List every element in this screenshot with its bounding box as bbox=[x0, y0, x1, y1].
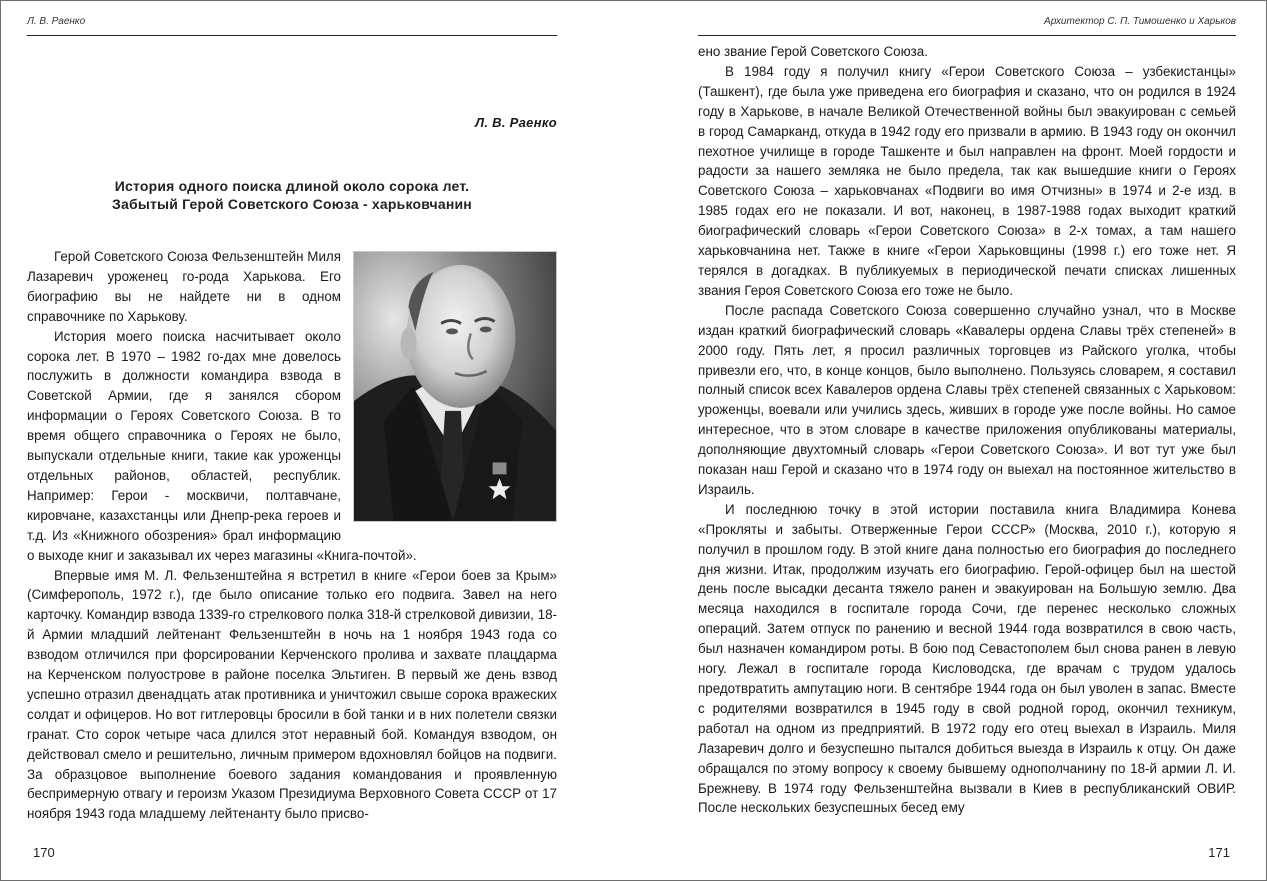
left-paragraph-2: История моего поиска насчитывает около сорока лет. В 1970 – 1982 го-дах мне довелось послужить в должности командира взвода в Советской Армии, где я занялся сбором информации о Героях Советского Союза. В то время общего справочника о Героях не было, выпускали отдельные книги, такие как уроженцы отдельных районов, областей, республик. Например: Герои - москвичи, полтавчане, кировчане, казахстанцы или Днепр-река героев и т.д. Из «Книжного обозрения» брал информацию о выходе книг и заказывал их через магазины «Книга-почтой». bbox=[27, 328, 417, 563]
left-page-body bbox=[27, 247, 557, 824]
running-head-left: Л. В. Раенко bbox=[27, 16, 86, 27]
right-paragraph-1: В 1984 году я получил книгу «Герои Советского Союза – узбекистанцы» (Ташкент), где была уже приведена его биография и сказано, что он родился в 1924 году в Харькове, в начале Великой Отечественной войны был эвакуирован с семьей в город Самарканд, откуда в 1942 году его призвали в армию. В 1943 году он окончил пехотное училище в городе Ташкенте и был направлен на фронт. Моей гордости и радости за нашего земляка не было предела, так как вышедшие книги о Героях Советского Союза – харьковчанах «Подвиги во имя Отчизны» в 1974 и 2-е изд. в 1985 годах его не показали. И вот, наконец, в 1987-1988 годах выходит краткий биографический словарь «Герои Советского Союза» в 2-х томах, а там нашего харьковчанина нет. Также в книге «Герои Харьковщины (1998 г.) его тоже нет. Я терялся в догадках. В публикуемых в периодической печати списках лишенных звания Героя Советского Союза его тоже не было. bbox=[698, 63, 1236, 298]
portrait-photo bbox=[353, 251, 557, 522]
header-rule-right bbox=[698, 35, 1236, 36]
article-title bbox=[27, 177, 557, 213]
right-paragraph-2: После распада Советского Союза совершенно случайно узнал, что в Москве издан краткий биографический словарь «Кавалеры ордена Славы трёх степеней» в 2000 году. Пять лет, я просил различных торговцев из Райского уголка, чтобы привезли его, что, в конце концов, было выполнено. Пользуясь словарем, я составил полный список всех Кавалеров ордена Славы трёх степеней связанных с Харьковом: уроженцы, воевали или учились здесь, живших в городе уже после войны. Но самое интересное, что в этом словаре в качестве приложения опубликованы материалы, дополняющие двухтомный словарь «Герои Советского Союза». И вот тут уже был показан наш Герой и сказано что в 1974 году он выехал на постоянное жительство в Израиль. bbox=[698, 302, 1236, 497]
right-page bbox=[698, 0, 1236, 881]
left-paragraph-3: Впервые имя М. Л. Фельзенштейна я встретил в книге «Герои боев за Крым» (Симферополь, 1972 г.), где было описание только его подвига. Завел на него карточку. Командир взвода 1339-го стрелкового полка 318-й стрелковой дивизии, 18-й Армии младший лейтенант Фельзенштейн в ночь на 1 ноября 1943 года со взводом отличился при форсировании Керченского пролива и захвате плацдарма на Керченском полуострове в районе поселка Эльтиген. В первый же день взвод успешно отразил двенадцать атак противника и уничтожил свыше сорока вражеских солдат и офицеров. Но вот гитлеровцы бросили в бой танки и в них полетели связки гранат. Сто сорок четыре часа длился этот неравный бой. Командуя взводом, он действовал смело и решительно, личным примером вдохновлял бойцов на подвиги. За образцовое выполнение боевого задания командования и проявленную беспримерную отвагу и героизм Указом Президиума Верховного Совета СССР от 17 ноября 1943 года младшему лейтенанту было присво- bbox=[27, 567, 557, 822]
continuation-line: ено звание Герой Советского Союза. bbox=[698, 44, 928, 59]
right-paragraph-3: И последнюю точку в этой истории поставила книга Владимира Конева «Прокляты и забыты. Отверженные Герои СССР» (Москва, 2010 г.), которую я получил в прошлом году. В этой книге дана полностью его биография до последнего дня жизни. Итак, продолжим изучать его биографию. Герой-офицер был на шестой день после высадки десанта тяжело ранен и эвакуирован на Большую землю. Два месяца находился в госпитале города Сочи, где перенес несколько сложных операций. Затем отпуск по ранению и весной 1944 года возвратился в свою часть, был назначен командиром роты. В бою под Севастополем был снова ранен в левую ногу. Лежал в госпитале города Кисловодска, где врачам с трудом удалось предотвратить ампутацию ноги. В сентябре 1944 года он был уволен в запас. Вместе с родителями возвратился в 1945 году в свой родной город, окончил техникум, работал на одном из предприятий. В 1972 году его отец выехал в Израиль. Миля Лазаревич долго и безуспешно пытался добиться выезда в Израиль к отцу. Он даже обращался по этому вопросу к своему бывшему однополчанину по 18-й армии Л. И. Брежневу. В 1974 году Фельзенштейна вызвали в Киев в республиканский ОВИР. После нескольких безуспешных бесед ему bbox=[698, 501, 1236, 816]
portrait-image-icon bbox=[354, 252, 556, 521]
left-page bbox=[27, 0, 557, 881]
article-title-line-1: История одного поиска длиной около сорока лет. bbox=[114, 178, 470, 194]
running-head-right: Архитектор С. П. Тимошенко и Харьков bbox=[1044, 16, 1236, 27]
article-title-line-2: Забытый Герой Советского Союза - харьковчанин bbox=[112, 196, 472, 212]
page-number-right: 171 bbox=[1208, 845, 1230, 860]
article-author: Л. В. Раенко bbox=[475, 115, 557, 130]
right-page-body bbox=[698, 42, 1236, 818]
left-paragraph-1: Герой Советского Союза Фельзенштейн Миля Лазаревич уроженец го-рода Харькова. Его биографию вы не найдете ни в одном справочнике по Харькову. bbox=[27, 249, 341, 324]
header-rule-left bbox=[27, 35, 557, 36]
page-number-left: 170 bbox=[33, 845, 55, 860]
